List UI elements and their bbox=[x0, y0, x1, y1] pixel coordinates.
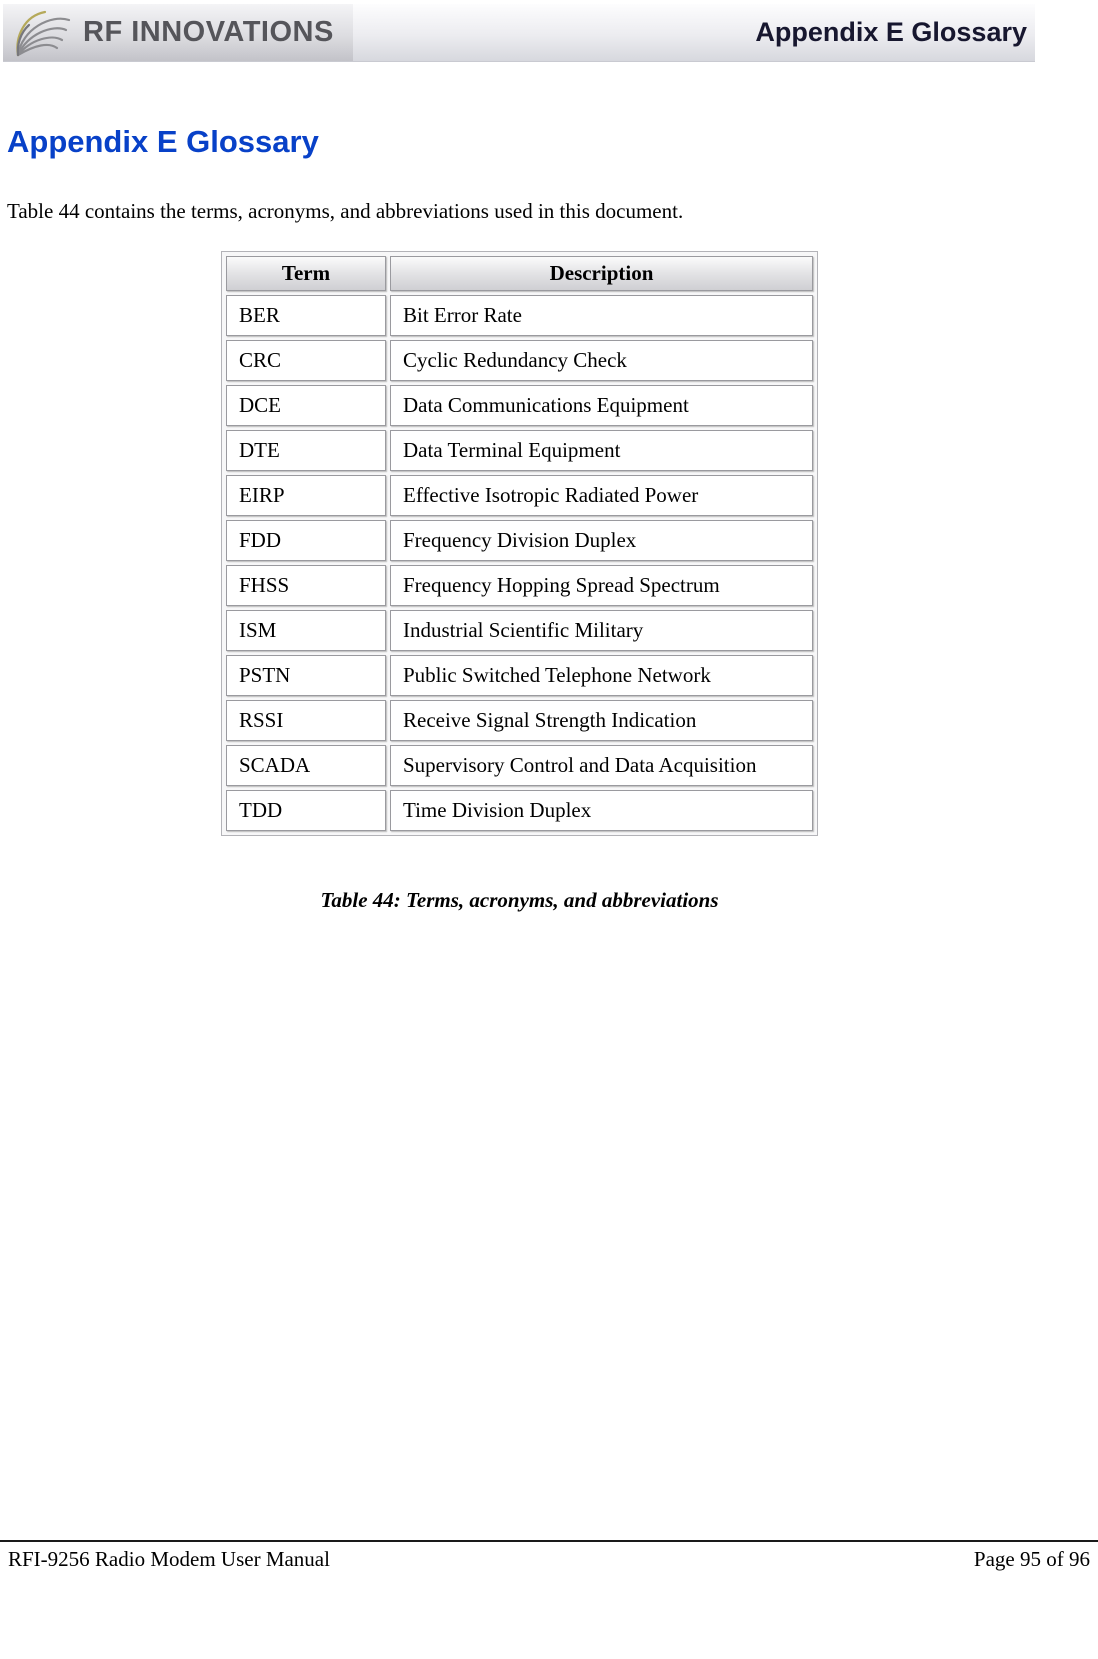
term-cell: PSTN bbox=[226, 655, 386, 696]
footer-page-number: Page 95 of 96 bbox=[973, 1547, 1090, 1571]
description-cell: Data Communications Equipment bbox=[390, 385, 813, 426]
page-header bbox=[3, 4, 1035, 62]
term-cell: CRC bbox=[226, 340, 386, 381]
description-cell: Frequency Division Duplex bbox=[390, 520, 813, 561]
term-cell: DCE bbox=[226, 385, 386, 426]
table-row bbox=[226, 565, 813, 606]
column-header-description: Description bbox=[390, 256, 813, 291]
term-cell: TDD bbox=[226, 790, 386, 831]
description-cell: Effective Isotropic Radiated Power bbox=[390, 475, 813, 516]
table-row bbox=[226, 340, 813, 381]
description-cell: Bit Error Rate bbox=[390, 295, 813, 336]
table-row bbox=[226, 655, 813, 696]
description-cell: Public Switched Telephone Network bbox=[390, 655, 813, 696]
term-cell: DTE bbox=[226, 430, 386, 471]
table-header-row bbox=[226, 256, 813, 291]
table-row bbox=[226, 475, 813, 516]
description-cell: Time Division Duplex bbox=[390, 790, 813, 831]
table-caption: Table 44: Terms, acronyms, and abbreviations bbox=[320, 888, 719, 912]
glossary-table-body bbox=[226, 295, 813, 831]
header-title: Appendix E Glossary bbox=[755, 17, 1027, 47]
table-row bbox=[226, 295, 813, 336]
table-row bbox=[226, 745, 813, 786]
description-cell: Receive Signal Strength Indication bbox=[390, 700, 813, 741]
page-footer bbox=[0, 1540, 1098, 1572]
logo bbox=[3, 4, 353, 61]
term-cell: SCADA bbox=[226, 745, 386, 786]
table-row bbox=[226, 385, 813, 426]
glossary-table bbox=[221, 251, 818, 836]
column-header-term: Term bbox=[226, 256, 386, 291]
footer-document-title: RFI-9256 Radio Modem User Manual bbox=[8, 1547, 330, 1571]
page-heading: Appendix E Glossary bbox=[7, 124, 319, 159]
table-row bbox=[226, 430, 813, 471]
table-row bbox=[226, 520, 813, 561]
term-cell: BER bbox=[226, 295, 386, 336]
table-row bbox=[226, 610, 813, 651]
logo-text: RF INNOVATIONS bbox=[83, 16, 334, 48]
table-row bbox=[226, 790, 813, 831]
description-cell: Cyclic Redundancy Check bbox=[390, 340, 813, 381]
term-cell: ISM bbox=[226, 610, 386, 651]
description-cell: Supervisory Control and Data Acquisition bbox=[390, 745, 813, 786]
term-cell: FDD bbox=[226, 520, 386, 561]
intro-paragraph: Table 44 contains the terms, acronyms, and abbreviations used in this document. bbox=[7, 199, 684, 223]
description-cell: Industrial Scientific Military bbox=[390, 610, 813, 651]
description-cell: Data Terminal Equipment bbox=[390, 430, 813, 471]
term-cell: FHSS bbox=[226, 565, 386, 606]
term-cell: EIRP bbox=[226, 475, 386, 516]
table-row bbox=[226, 700, 813, 741]
swirl-shell-icon bbox=[11, 7, 73, 59]
description-cell: Frequency Hopping Spread Spectrum bbox=[390, 565, 813, 606]
term-cell: RSSI bbox=[226, 700, 386, 741]
